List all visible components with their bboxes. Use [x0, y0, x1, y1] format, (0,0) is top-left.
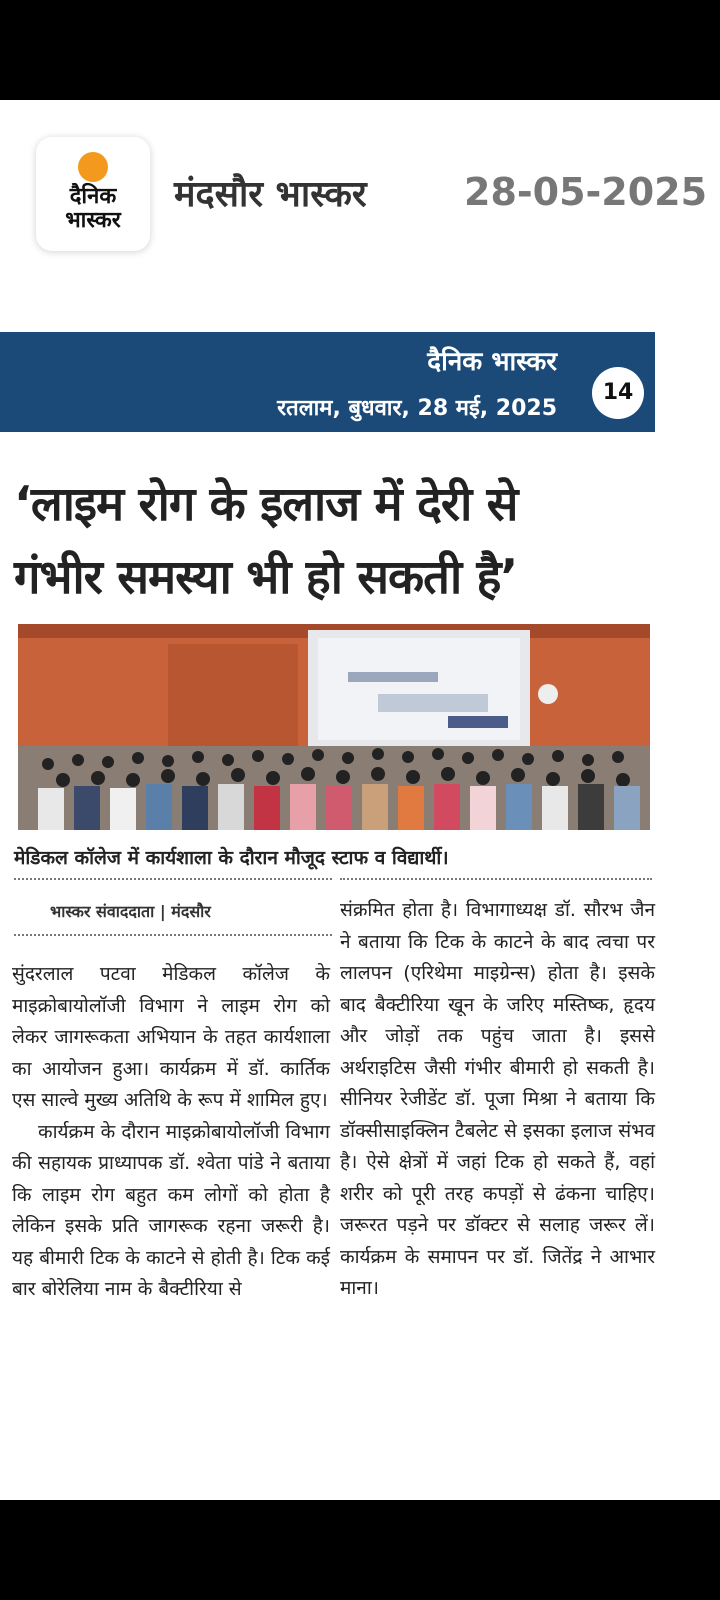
news-share-image — [0, 100, 720, 1500]
event-photo — [18, 624, 650, 830]
byline: भास्कर संवाददाता | मंदसौर — [50, 902, 211, 921]
byline-divider — [14, 934, 332, 936]
article-column-left — [12, 959, 330, 1306]
masthead-paper-name: दैनिक भास्कर — [427, 347, 557, 377]
page-number-badge: 14 — [592, 367, 644, 419]
seminar-hall-photo — [18, 624, 650, 830]
article-column-right — [340, 895, 655, 1305]
photo-caption: मेडिकल कॉलेज में कार्यशाला के दौरान मौजूद स्टाफ व विद्यार्थी। — [14, 847, 449, 869]
logo-text-line2: भास्कर — [65, 208, 121, 233]
status-bar-area — [0, 0, 720, 100]
edition-date: 28-05-2025 — [464, 170, 708, 214]
navigation-bar-area — [0, 1500, 720, 1600]
caption-divider — [14, 878, 332, 880]
caption-divider-right — [340, 878, 652, 880]
edition-title: मंदसौर भास्कर — [174, 174, 367, 215]
article-paragraph: संक्रमित होता है। विभागाध्यक्ष डॉ. सौरभ जैन ने बताया कि टिक के काटने के बाद त्वचा पर लालपन (एरिथेमा माइग्रेन्स) होता है। इसके बाद बैक्टीरिया खून के जरिए मस्तिष्क, हृदय और जोड़ों तक पहुंच जाता है। इससे अर्थराइटिस जैसी गंभीर बीमारी हो सकती है। सीनियर रेजीडेंट डॉ. पूजा मिश्रा ने बताया कि डॉक्सीसाइक्लिन टैबलेट से इसका इलाज संभव है। ऐसे क्षेत्रों में जहां टिक हो सकते हैं, वहां शरीर को पूरी तरह कपड़ों से ढंकना चाहिए। जरूरत पड़ने पर डॉक्टर से सलाह जरूर लें। कार्यक्रम के समापन पर डॉ. जितेंद्र ने आभार माना। — [340, 899, 655, 1299]
sun-dot-icon — [78, 152, 108, 182]
logo-text-line1: दैनिक — [69, 184, 117, 209]
newspaper-clipping — [0, 332, 655, 1472]
article-paragraph: सुंदरलाल पटवा मेडिकल कॉलेज के माइक्रोबायोलॉजी विभाग ने लाइम रोग को लेकर जागरूकता अभियान के तहत कार्यशाला का आयोजन हुआ। कार्यक्रम में डॉ. कार्तिक एस साल्वे मुख्य अतिथि के रूप में शामिल हुए। — [12, 963, 330, 1111]
masthead-dateline: रतलाम, बुधवार, 28 मई, 2025 — [277, 396, 557, 421]
masthead — [0, 332, 655, 432]
headline-line-1: ‘लाइम रोग के इलाज में देरी से — [14, 477, 518, 532]
article-paragraph: कार्यक्रम के दौरान माइक्रोबायोलॉजी विभाग की सहायक प्राध्यापक डॉ. श्वेता पांडे ने बताया कि लाइम रोग बहुत कम लोगों को होता है लेकिन इसके प्रति जागरूक रहना जरूरी है। यह बीमारी टिक के काटने से होती है। टिक कई बार बोरेलिया नाम के बैक्टीरिया से — [12, 1120, 330, 1300]
headline-line-2: गंभीर समस्या भी हो सकती है’ — [14, 550, 518, 605]
dainik-bhaskar-logo — [36, 137, 150, 251]
